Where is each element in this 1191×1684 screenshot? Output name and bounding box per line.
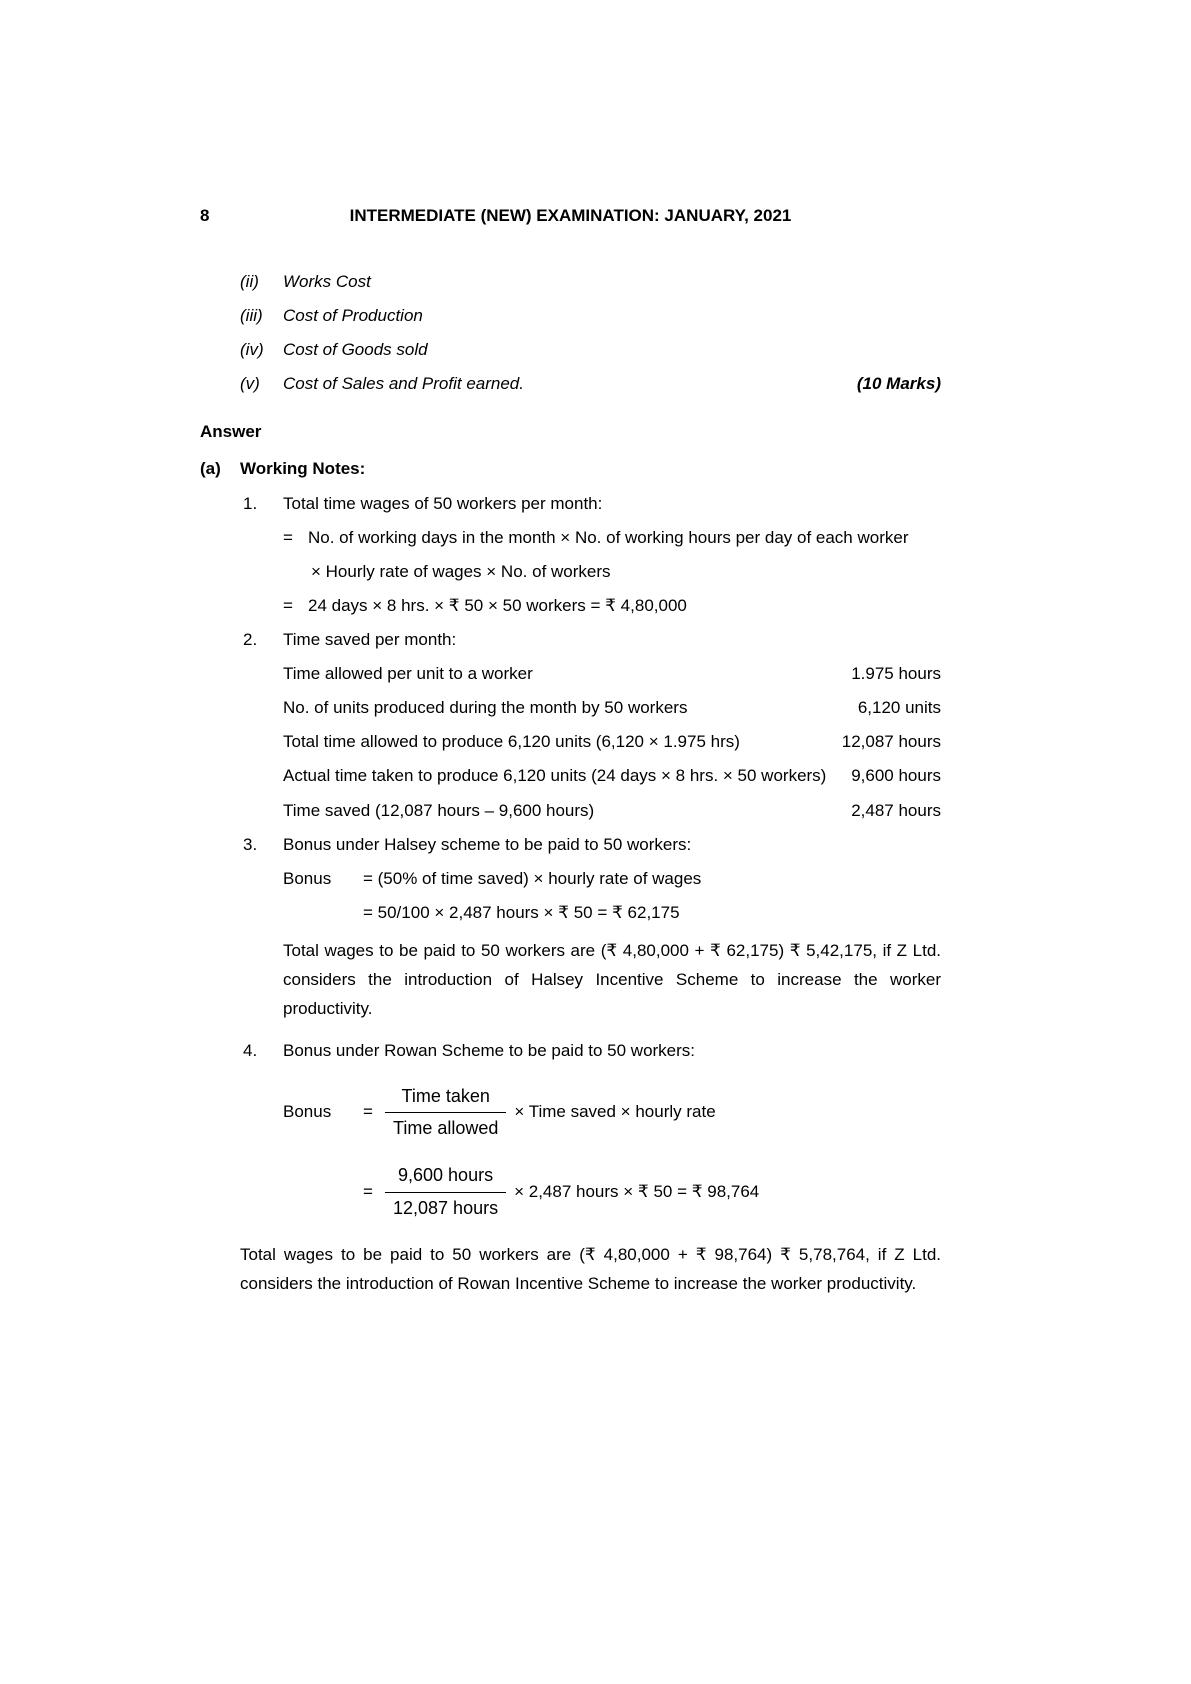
note-title-row <box>243 629 941 651</box>
fraction-denominator: 12,087 hours <box>393 1197 499 1218</box>
worksheet-row <box>283 663 941 685</box>
part-title: Working Notes: <box>240 458 366 478</box>
note-body <box>283 663 941 821</box>
item-text: Works Cost <box>283 272 371 292</box>
row-value: 2,487 hours <box>851 800 941 820</box>
equation-row <box>283 527 941 549</box>
equation-row <box>283 595 941 617</box>
note-title: Total time wages of 50 workers per month: <box>283 493 603 513</box>
note-title-row <box>243 1040 941 1062</box>
equals-sign: = <box>283 527 293 547</box>
item-label: (ii) <box>240 272 259 292</box>
working-note-3 <box>243 834 941 1024</box>
note-number: 2. <box>243 630 258 650</box>
fraction-numerator: Time taken <box>385 1084 506 1113</box>
page-number: 8 <box>200 206 210 225</box>
bonus-label: Bonus <box>283 868 332 888</box>
item-text: Cost of Sales and Profit earned. <box>283 374 524 394</box>
working-note-1 <box>243 493 941 617</box>
note-title: Bonus under Halsey scheme to be paid to 50 workers: <box>283 834 692 854</box>
row-label: Time saved (12,087 hours – 9,600 hours) <box>283 800 595 820</box>
bonus-equation-row <box>283 868 941 890</box>
equals-sign: = <box>363 1182 373 1202</box>
note-title: Bonus under Rowan Scheme to be paid to 50 workers: <box>283 1040 696 1060</box>
note-body <box>283 868 941 1024</box>
part-label: (a) <box>200 458 221 478</box>
note-paragraph: Total wages to be paid to 50 workers are (₹ 4,80,000 + ₹ 62,175) ₹ 5,42,175, if Z Ltd. considers the introduction of Halsey Incentive Scheme to increase the worker productivity. <box>283 940 941 1018</box>
equation-text: = 50/100 × 2,487 hours × ₹ 50 = ₹ 62,175 <box>363 902 680 922</box>
equation-text: No. of working days in the month × No. of working hours per day of each worker <box>308 527 909 547</box>
final-paragraph: Total wages to be paid to 50 workers are (₹ 4,80,000 + ₹ 98,764) ₹ 5,78,764, if Z Ltd. considers the introduction of Rowan Incentive Scheme to increase the worker productivity. <box>240 1245 941 1294</box>
note-body <box>283 1084 941 1222</box>
item-text: Cost of Goods sold <box>283 340 428 360</box>
question-item <box>240 339 941 361</box>
row-value: 1.975 hours <box>851 664 941 684</box>
row-label: No. of units produced during the month by 50 workers <box>283 698 688 718</box>
page-title: INTERMEDIATE (NEW) EXAMINATION: JANUARY, 2021 <box>349 206 792 225</box>
note-number: 3. <box>243 834 258 854</box>
note-title: Time saved per month: <box>283 630 457 650</box>
formula-tail: × Time saved × hourly rate <box>514 1102 716 1122</box>
rowan-formula-row <box>283 1084 941 1142</box>
equals-sign: = <box>283 595 293 615</box>
marks-label: (10 Marks) <box>856 374 941 394</box>
item-label: (v) <box>240 374 260 394</box>
row-label: Actual time taken to produce 6,120 units (24 days × 8 hrs. × 50 workers) <box>283 766 827 786</box>
item-label: (iv) <box>240 340 264 360</box>
fraction <box>385 1084 506 1142</box>
row-value: 6,120 units <box>857 698 941 718</box>
equation-text: = (50% of time saved) × hourly rate of wages <box>363 868 702 888</box>
rowan-formula-row <box>363 1163 941 1221</box>
page-header <box>200 205 941 227</box>
fraction-denominator: Time allowed <box>393 1118 499 1139</box>
equation-text: 24 days × 8 hrs. × ₹ 50 × 50 workers = ₹ 4,80,000 <box>308 595 687 615</box>
question-item <box>240 373 941 395</box>
question-items <box>240 271 941 395</box>
fraction-numerator: 9,600 hours <box>385 1163 506 1192</box>
item-text: Cost of Production <box>283 306 423 326</box>
worksheet-row <box>283 697 941 719</box>
note-title-row <box>243 493 941 515</box>
equation-continuation: × Hourly rate of wages × No. of workers <box>311 561 611 581</box>
worksheet-row <box>283 731 941 753</box>
row-label: Time allowed per unit to a worker <box>283 664 533 684</box>
answer-heading: Answer <box>200 422 262 442</box>
working-note-2 <box>243 629 941 822</box>
note-body <box>283 527 941 617</box>
equals-sign: = <box>363 1102 373 1122</box>
document-page <box>200 0 941 1299</box>
note-title-row <box>243 834 941 856</box>
note-number: 4. <box>243 1040 258 1060</box>
worksheet-row <box>283 800 941 822</box>
working-note-4 <box>243 1040 941 1222</box>
row-label: Total time allowed to produce 6,120 units (6,120 × 1.975 hrs) <box>283 732 740 752</box>
answer-part <box>200 458 941 480</box>
formula-tail: × 2,487 hours × ₹ 50 = ₹ 98,764 <box>514 1182 760 1202</box>
fraction <box>385 1163 506 1221</box>
row-value: 9,600 hours <box>851 766 941 786</box>
row-value: 12,087 hours <box>841 732 941 752</box>
question-item <box>240 305 941 327</box>
bonus-label: Bonus <box>283 1102 332 1122</box>
item-label: (iii) <box>240 306 263 326</box>
worksheet-row <box>283 765 941 787</box>
question-item <box>240 271 941 293</box>
note-number: 1. <box>243 493 258 513</box>
